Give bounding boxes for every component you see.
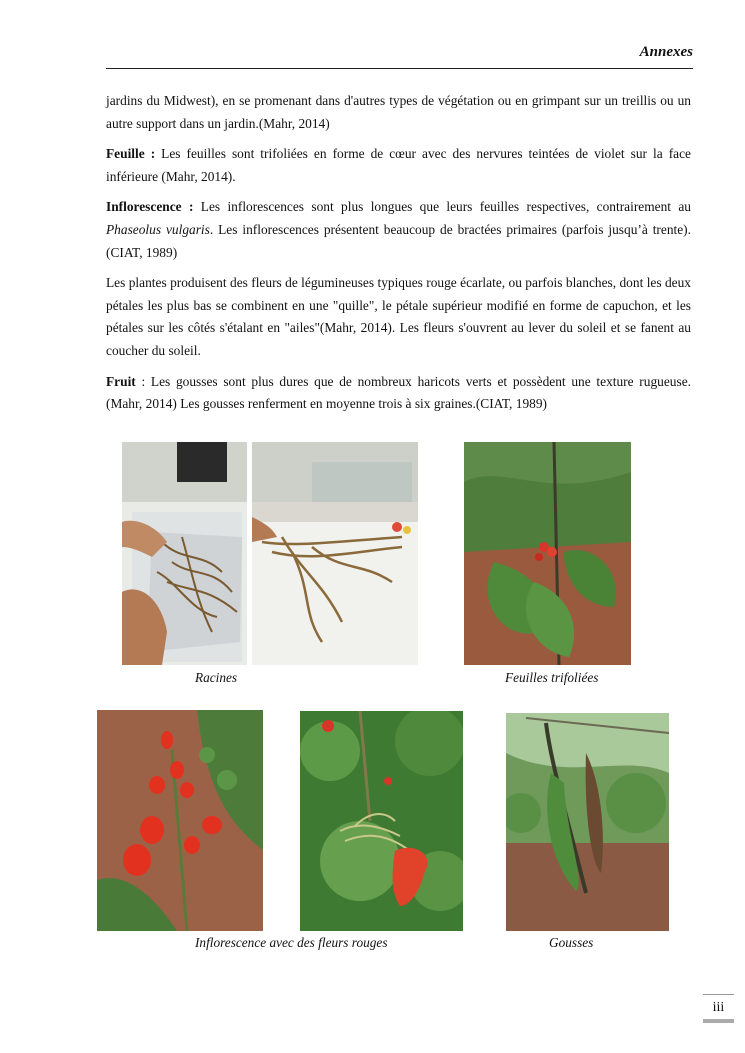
fruit-label: Fruit [106, 373, 136, 389]
caption-leaves: Feuilles trifoliées [505, 670, 599, 685]
paragraph-flowers [106, 272, 691, 362]
inflorescence-text-b: . Les inflorescences présentent beaucoup de bractées primaires (parfois jusqu’à trente). (CIAT, 1989) [106, 221, 691, 260]
inflorescence-photo-2 [300, 711, 463, 931]
page-header [106, 44, 693, 69]
caption-inflorescence: Inflorescence avec des fleurs rouges [195, 935, 388, 950]
roots-photo-1 [122, 442, 247, 665]
roots-photo-2 [252, 442, 418, 665]
caption-roots: Racines [195, 670, 238, 685]
page-number-bar [703, 1019, 734, 1023]
paragraph-fruit [106, 371, 691, 416]
inflorescence-text-a: Les inflorescences sont plus longues que leurs feuilles respectives, contrairement au [193, 199, 691, 215]
paragraph-1 [106, 90, 691, 135]
inflorescence-label: Inflorescence : [106, 199, 194, 215]
pods-photo [506, 713, 669, 931]
caption-pods: Gousses [549, 935, 594, 950]
body-text [106, 90, 691, 424]
species-name: Phaseolus vulgaris [106, 221, 210, 237]
page-number: iii [703, 994, 734, 1023]
inflorescence-photo-1 [97, 710, 263, 931]
paragraph-inflorescence [106, 196, 691, 264]
leaves-photo [464, 442, 631, 665]
fruit-text: : Les gousses sont plus dures que de nombreux haricots verts et possèdent une texture rugueuse. (Mahr, 2014) Les gousses renferment en moyenne trois à six graines.(CIAT, 1989) [106, 373, 691, 412]
leaf-text: Les feuilles sont trifoliées en forme de cœur avec des nervures teintées de violet sur la face inférieure (Mahr, 2014). [106, 146, 691, 184]
paragraph-leaf [106, 143, 691, 188]
leaf-label: Feuille : [106, 146, 156, 162]
header-title: Annexes [639, 44, 693, 60]
flowers-text: Les plantes produisent des fleurs de légumineuses typiques rouge écarlate, ou parfois blanches, dont les deux pétales les plus bas se combinent en une "quille", le pétale supérieur modifié en forme de capuchon, et les pétales sur les côtés s'étalant en "ailes"(Mahr, 2014). Les fleurs s'ouvrent au lever du soleil et se fanent au coucher du soleil. [106, 275, 691, 358]
paragraph-1-text: jardins du Midwest), en se promenant dans d'autres types de végétation ou en grimpant sur un treillis ou un autre support dans un jardin.(Mahr, 2014) [106, 93, 691, 131]
